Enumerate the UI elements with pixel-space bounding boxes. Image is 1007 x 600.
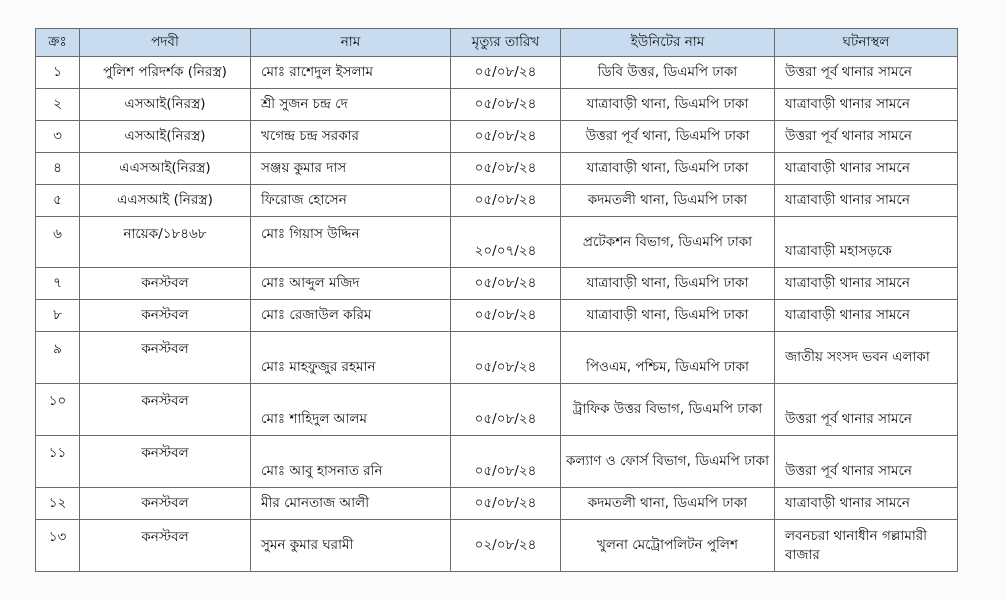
- cell-serial: ৮: [36, 300, 80, 332]
- cell-serial: ১০: [36, 384, 80, 436]
- cell-unit: যাত্রাবাড়ী থানা, ডিএমপি ঢাকা: [561, 268, 775, 300]
- header-date: মৃত্যুর তারিখ: [451, 29, 561, 57]
- cell-name: মোঃ শাহিদুল আলম: [251, 384, 451, 436]
- table-row: [36, 185, 958, 217]
- cell-serial: ১: [36, 57, 80, 89]
- table-row: [36, 89, 958, 121]
- cell-unit: ট্রাফিক উত্তর বিভাগ, ডিএমপি ঢাকা: [561, 384, 775, 436]
- cell-rank: পুলিশ পরিদর্শক (নিরস্ত্র): [80, 57, 251, 89]
- cell-date: ০৫/০৮/২৪: [451, 332, 561, 384]
- table-row: [36, 300, 958, 332]
- header-name: নাম: [251, 29, 451, 57]
- cell-name: সঞ্জয় কুমার দাস: [251, 153, 451, 185]
- cell-name: সুমন কুমার ঘরামী: [251, 520, 451, 572]
- cell-place: যাত্রাবাড়ী থানার সামনে: [775, 89, 958, 121]
- table-row: [36, 520, 958, 572]
- cell-date: ০৫/০৮/২৪: [451, 153, 561, 185]
- cell-name: মোঃ মাহফুজুর রহমান: [251, 332, 451, 384]
- cell-place: জাতীয় সংসদ ভবন এলাকা: [775, 332, 958, 384]
- table-row: [36, 153, 958, 185]
- cell-rank: কনস্টবল: [80, 332, 251, 384]
- cell-date: ০২/০৮/২৪: [451, 520, 561, 572]
- cell-name: মোঃ গিয়াস উদ্দিন: [251, 217, 451, 268]
- table-row: [36, 217, 958, 268]
- cell-name: খগেন্দ্র চন্দ্র সরকার: [251, 121, 451, 153]
- cell-place: উত্তরা পূর্ব থানার সামনে: [775, 436, 958, 488]
- table-row: [36, 57, 958, 89]
- cell-serial: ১৩: [36, 520, 80, 572]
- cell-rank: কনস্টবল: [80, 300, 251, 332]
- cell-date: ০৫/০৮/২৪: [451, 121, 561, 153]
- cell-place: যাত্রাবাড়ী মহাসড়কে: [775, 217, 958, 268]
- cell-name: মোঃ আবু হাসনাত রনি: [251, 436, 451, 488]
- cell-name: মোঃ রাশেদুল ইসলাম: [251, 57, 451, 89]
- cell-serial: ৩: [36, 121, 80, 153]
- cell-name: মোঃ রেজাউল করিম: [251, 300, 451, 332]
- cell-rank: এসআই(নিরস্ত্র): [80, 89, 251, 121]
- table-row: [36, 384, 958, 436]
- cell-unit: খুলনা মেট্রোপলিটন পুলিশ: [561, 520, 775, 572]
- cell-place: যাত্রাবাড়ী থানার সামনে: [775, 153, 958, 185]
- cell-rank: কনস্টবল: [80, 384, 251, 436]
- cell-unit: যাত্রাবাড়ী থানা, ডিএমপি ঢাকা: [561, 89, 775, 121]
- cell-name: শ্রী সুজন চন্দ্র দে: [251, 89, 451, 121]
- cell-rank: এসআই(নিরস্ত্র): [80, 121, 251, 153]
- cell-rank: কনস্টবল: [80, 268, 251, 300]
- table-row: [36, 488, 958, 520]
- table-header-row: [36, 29, 958, 57]
- cell-rank: নায়েক/১৮৪৬৮: [80, 217, 251, 268]
- cell-date: ০৫/০৮/২৪: [451, 488, 561, 520]
- cell-name: ফিরোজ হোসেন: [251, 185, 451, 217]
- cell-serial: ৪: [36, 153, 80, 185]
- cell-serial: ৫: [36, 185, 80, 217]
- cell-date: ০৫/০৮/২৪: [451, 436, 561, 488]
- cell-date: ০৫/০৮/২৪: [451, 300, 561, 332]
- cell-date: ০৫/০৮/২৪: [451, 185, 561, 217]
- cell-name: মোঃ আব্দুল মজিদ: [251, 268, 451, 300]
- table-row: [36, 121, 958, 153]
- table-row: [36, 332, 958, 384]
- header-serial: ক্রঃ: [36, 29, 80, 57]
- cell-date: ০৫/০৮/২৪: [451, 268, 561, 300]
- cell-date: ২০/০৭/২৪: [451, 217, 561, 268]
- cell-place: উত্তরা পূর্ব থানার সামনে: [775, 121, 958, 153]
- cell-date: ০৫/০৮/২৪: [451, 89, 561, 121]
- cell-place: যাত্রাবাড়ী থানার সামনে: [775, 268, 958, 300]
- header-rank: পদবী: [80, 29, 251, 57]
- table-row: [36, 436, 958, 488]
- cell-rank: কনস্টবল: [80, 488, 251, 520]
- cell-unit: কদমতলী থানা, ডিএমপি ঢাকা: [561, 488, 775, 520]
- casualty-table: [35, 28, 958, 572]
- cell-unit: ডিবি উত্তর, ডিএমপি ঢাকা: [561, 57, 775, 89]
- cell-date: ০৫/০৮/২৪: [451, 384, 561, 436]
- cell-serial: ১২: [36, 488, 80, 520]
- header-unit: ইউনিটের নাম: [561, 29, 775, 57]
- cell-place: উত্তরা পূর্ব থানার সামনে: [775, 57, 958, 89]
- cell-serial: ৭: [36, 268, 80, 300]
- cell-unit: প্রটেকশন বিভাগ, ডিএমপি ঢাকা: [561, 217, 775, 268]
- cell-unit: কল্যাণ ও ফোর্স বিভাগ, ডিএমপি ঢাকা: [561, 436, 775, 488]
- cell-rank: এএসআই (নিরস্ত্র): [80, 185, 251, 217]
- cell-place: যাত্রাবাড়ী থানার সামনে: [775, 300, 958, 332]
- cell-unit: উত্তরা পূর্ব থানা, ডিএমপি ঢাকা: [561, 121, 775, 153]
- table-row: [36, 268, 958, 300]
- cell-place: লবনচরা থানাধীন গল্লামারী বাজার: [775, 520, 958, 572]
- cell-unit: পিওএম, পশ্চিম, ডিএমপি ঢাকা: [561, 332, 775, 384]
- cell-date: ০৫/০৮/২৪: [451, 57, 561, 89]
- cell-place: উত্তরা পূর্ব থানার সামনে: [775, 384, 958, 436]
- cell-unit: যাত্রাবাড়ী থানা, ডিএমপি ঢাকা: [561, 153, 775, 185]
- cell-rank: কনস্টবল: [80, 436, 251, 488]
- cell-serial: ৬: [36, 217, 80, 268]
- cell-serial: ১১: [36, 436, 80, 488]
- cell-place: যাত্রাবাড়ী থানার সামনে: [775, 488, 958, 520]
- cell-serial: ৯: [36, 332, 80, 384]
- cell-rank: এএসআই(নিরস্ত্র): [80, 153, 251, 185]
- cell-unit: কদমতলী থানা, ডিএমপি ঢাকা: [561, 185, 775, 217]
- cell-rank: কনস্টবল: [80, 520, 251, 572]
- cell-place: যাত্রাবাড়ী থানার সামনে: [775, 185, 958, 217]
- cell-serial: ২: [36, 89, 80, 121]
- header-place: ঘটনাস্থল: [775, 29, 958, 57]
- cell-unit: যাত্রাবাড়ী থানা, ডিএমপি ঢাকা: [561, 300, 775, 332]
- cell-name: মীর মোনতাজ আলী: [251, 488, 451, 520]
